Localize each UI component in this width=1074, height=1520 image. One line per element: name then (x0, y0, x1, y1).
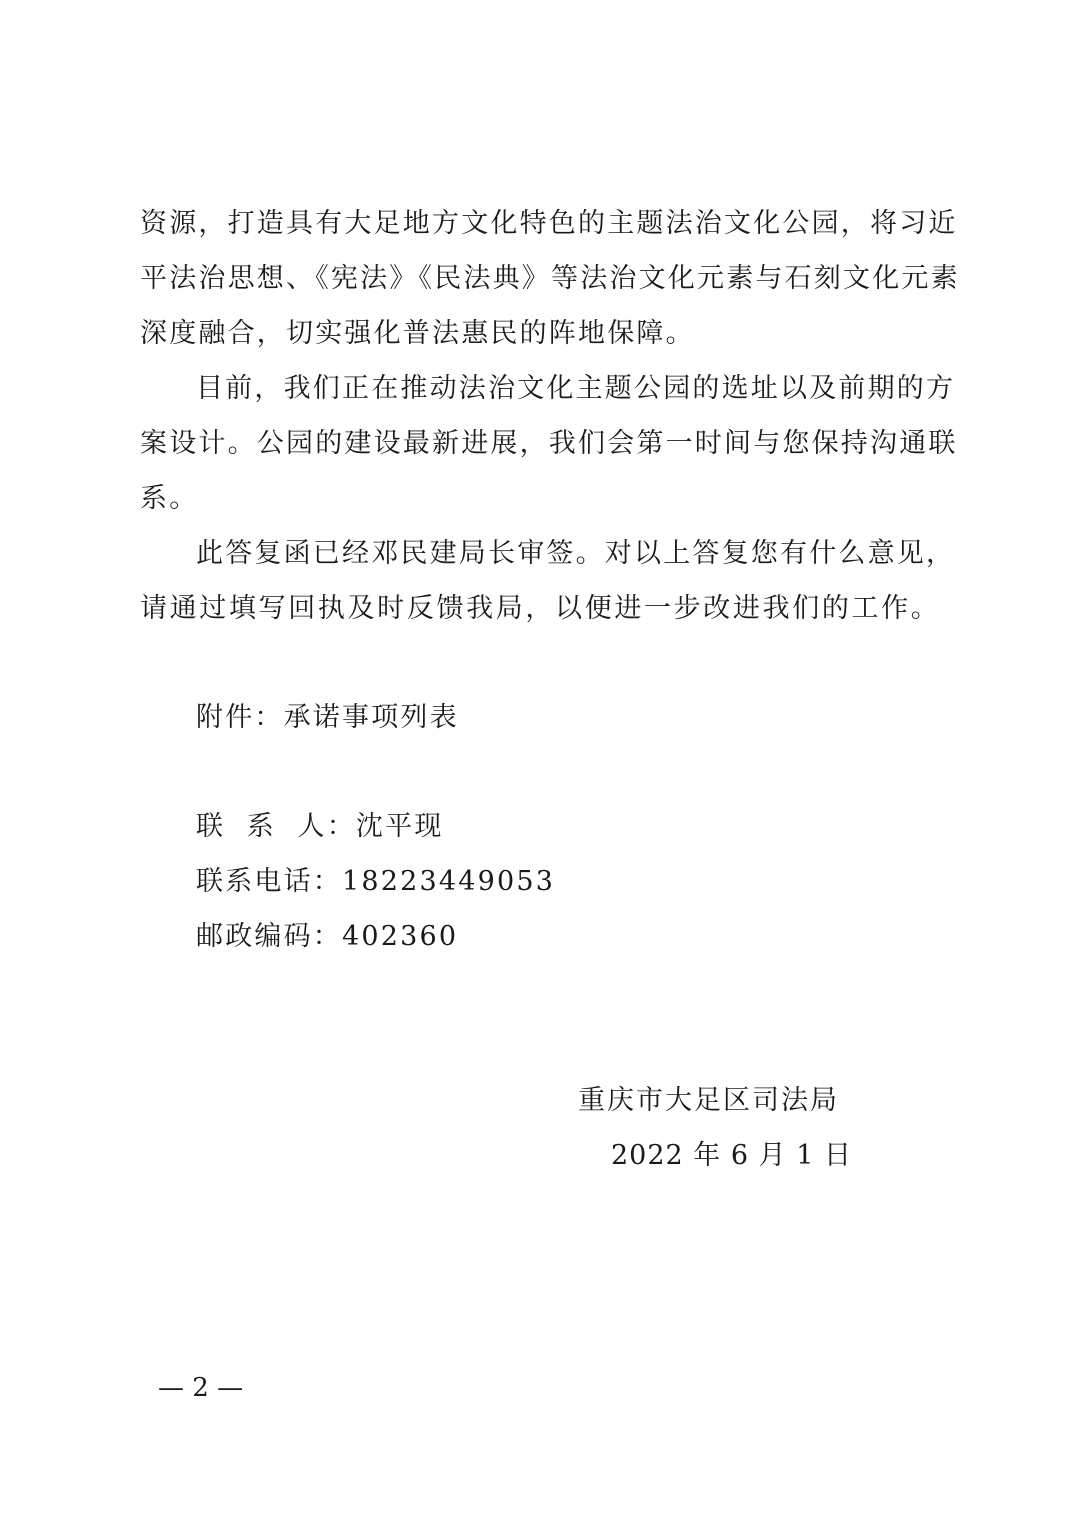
signature-organization: 重庆市大足区司法局 (578, 1085, 839, 1116)
contact-postcode: 邮政编码：402360 (196, 921, 459, 952)
attachment-line: 附件：承诺事项列表 (196, 702, 459, 733)
page-number: — 2 — (158, 1373, 244, 1403)
paragraph2-line3: 系。 (140, 483, 199, 514)
paragraph3-line1: 此答复函已经邓民建局长审签。对以上答复您有什么意见， (196, 538, 956, 569)
paragraph1-line2: 平法治思想、《宪法》《民法典》等法治文化元素与石刻文化元素 (140, 263, 960, 294)
paragraph2-line1: 目前，我们正在推动法治文化主题公园的选址以及前期的方 (196, 373, 956, 404)
paragraph2-line2: 案设计。公园的建设最新进展，我们会第一时间与您保持沟通联 (140, 428, 958, 459)
signature-date: 2022 年 6 月 1 日 (611, 1140, 852, 1171)
paragraph1-line3: 深度融合，切实强化普法惠民的阵地保障。 (140, 318, 695, 349)
contact-phone: 联系电话：18223449053 (196, 866, 556, 897)
paragraph3-line2: 请通过填写回执及时反馈我局，以便进一步改进我们的工作。 (140, 593, 940, 624)
paragraph1-line1: 资源，打造具有大足地方文化特色的主题法治文化公园，将习近 (140, 208, 958, 239)
contact-person: 联 系 人：沈平现 (196, 811, 444, 842)
